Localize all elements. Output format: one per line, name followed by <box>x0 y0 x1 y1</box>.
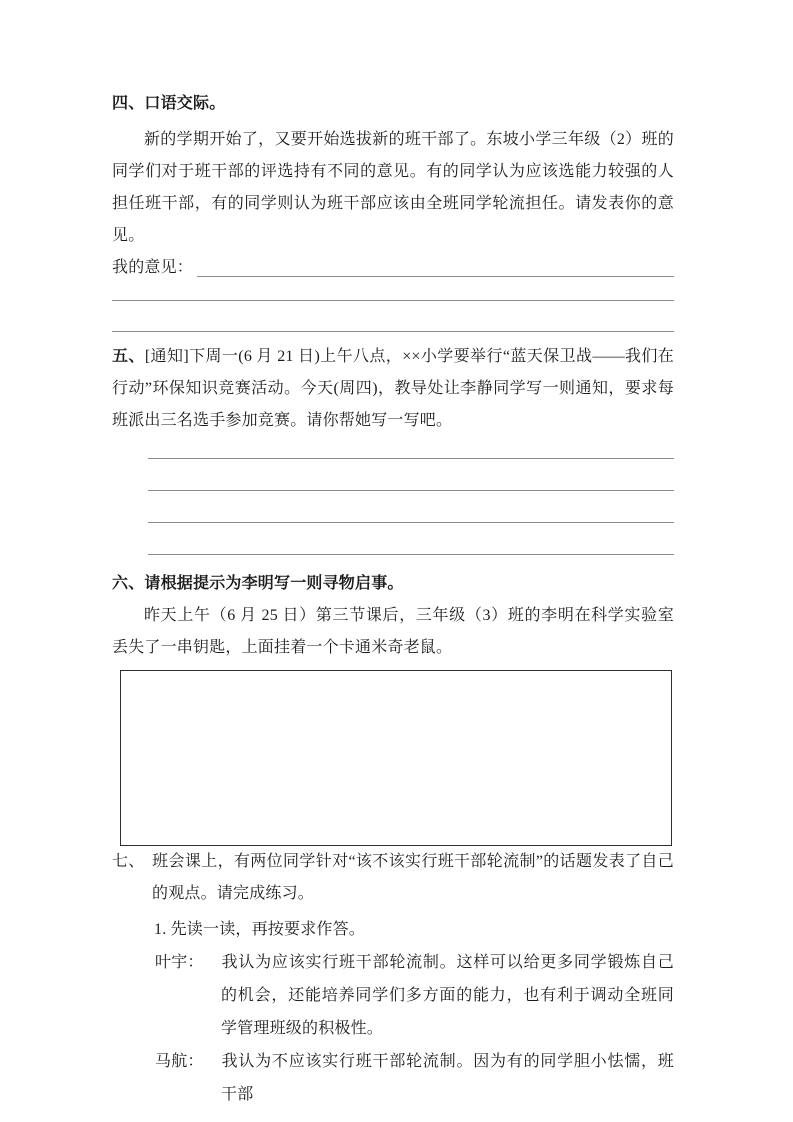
answer-line[interactable] <box>148 523 674 555</box>
section-five-answer-lines <box>148 437 674 555</box>
speaker-row-yeyu <box>155 946 674 1045</box>
speaker-row-mahang <box>155 1045 674 1111</box>
section-seven-text: 班会课上，有两位同学针对“该不该实行班干部轮流制”的话题发表了自己的观点。请完成练习。 <box>152 853 674 902</box>
section-six-heading: 六、请根据提示为李明写一则寻物启事。 <box>112 575 404 592</box>
speaker-text: 我认为不应该实行班干部轮流制。因为有的同学胆小怯懦，班干部 <box>221 1053 674 1103</box>
section-four-answer-lines <box>112 284 674 332</box>
section-four-paragraph: 新的学期开始了，又要开始选拔新的班干部了。东坡小学三年级（2）班的同学们对于班干部的评选持有不同的意见。有的同学认为应该选能力较强的人担任班干部，有的同学则认为班干部应该由全班同学轮流担任。请发表你的意见。 <box>112 131 674 244</box>
worksheet-content <box>112 88 674 1111</box>
section-seven-marker: 七、 <box>112 853 145 870</box>
section-seven-item-1: 1. 先读一读，再按要求作答。 <box>154 921 366 938</box>
speaker-name: 马航： <box>155 1053 204 1070</box>
opinion-label: 我的意见： <box>112 259 194 276</box>
answer-line[interactable] <box>148 459 674 491</box>
opinion-answer-line[interactable] <box>197 275 674 277</box>
opinion-row <box>112 252 674 284</box>
answer-line[interactable] <box>112 301 674 332</box>
section-five-marker: 五、 <box>112 348 145 365</box>
section-five-text: [通知]下周一(6 月 21 日)上午八点，××小学要举行“蓝天保卫战——我们在行动”环保知识竞赛活动。今天(周四)，教导处让李静同学写一则通知，要求每班派出三名选手参加竞赛。请你帮她写一写吧。 <box>112 348 674 429</box>
answer-line[interactable] <box>148 491 674 523</box>
speaker-name: 叶宇： <box>155 954 204 971</box>
section-seven-paragraph <box>112 846 674 910</box>
answer-line[interactable] <box>148 437 674 459</box>
speaker-text: 我认为应该实行班干部轮流制。这样可以给更多同学锻炼自己的机会，还能培养同学们多方面的能力，也有利于调动全班同学管理班级的积极性。 <box>221 954 674 1037</box>
notice-answer-box[interactable] <box>120 670 672 846</box>
answer-line[interactable] <box>112 284 674 301</box>
section-four-heading: 四、口语交际。 <box>112 95 226 112</box>
section-six-paragraph: 昨天上午（6 月 25 日）第三节课后，三年级（3）班的李明在科学实验室丢失了一串钥匙，上面挂着一个卡通米奇老鼠。 <box>112 607 674 656</box>
section-five-paragraph <box>112 341 674 437</box>
